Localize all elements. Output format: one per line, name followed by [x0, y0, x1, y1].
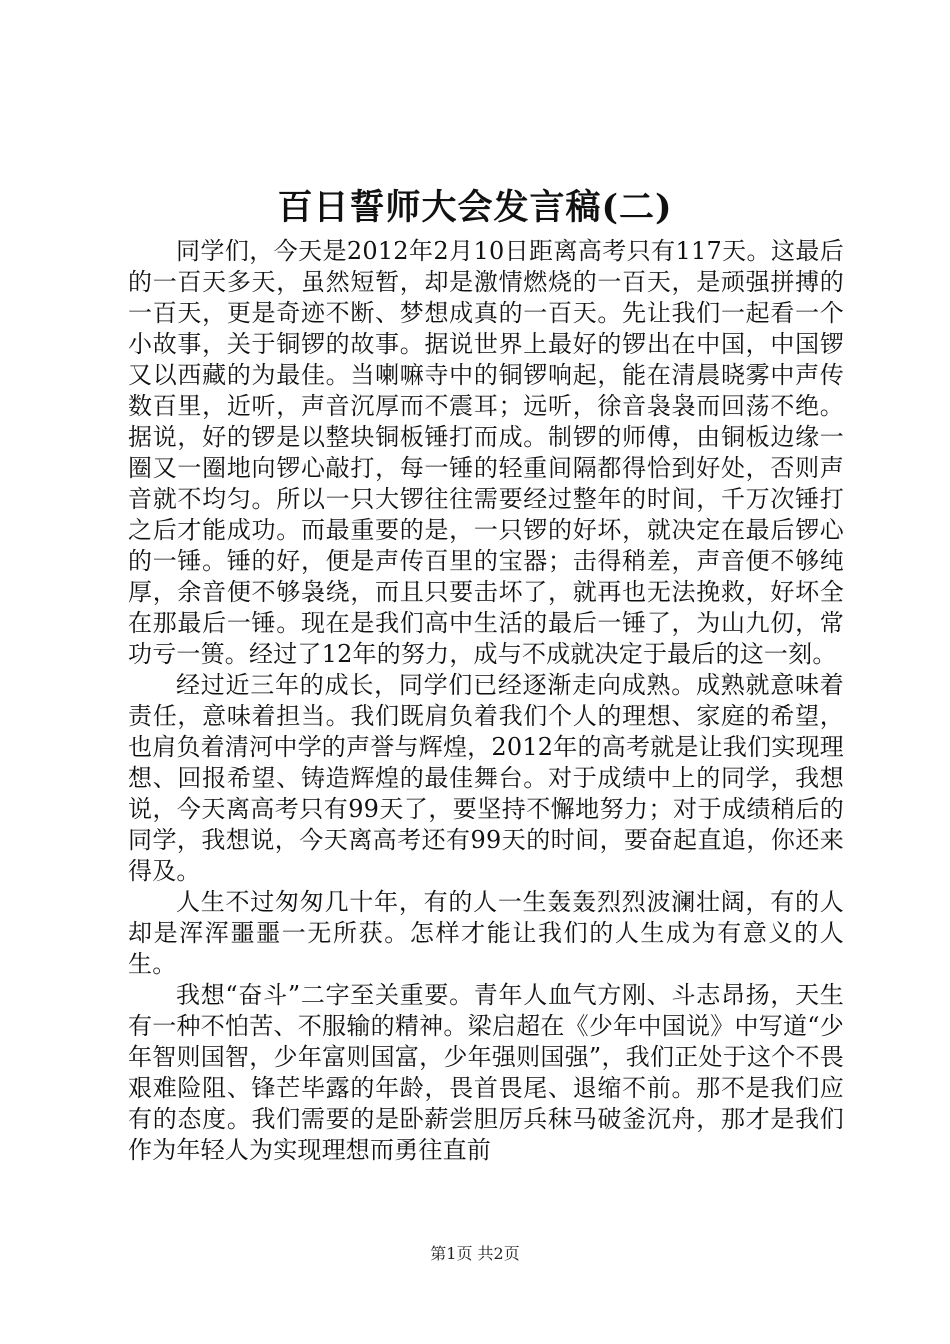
- document-title: 百日誓师大会发言稿(二): [277, 187, 673, 228]
- document-body: [128, 236, 844, 1166]
- paragraph-3: 人生不过匆匆几十年，有的人一生轰轰烈烈波澜壮阔，有的人却是浑浑噩噩一无所获。怎样才能让我们的人生成为有意义的人生。: [128, 888, 844, 978]
- paragraph-2: 经过近三年的成长，同学们已经逐渐走向成熟。成熟就意味着责任，意味着担当。我们既肩负着我们个人的理想、家庭的希望，也肩负着清河中学的声誉与辉煌，2012年的高考就是让我们实现理想、回报希望、铸造辉煌的最佳舞台。对于成绩中上的同学，我想说，今天离高考只有99天了，要坚持不懈地努力；对于成绩稍后的同学，我想说，今天离高考还有99天的时间，要奋起直追，你还来得及。: [128, 671, 844, 885]
- paragraph-4: 我想“奋斗”二字至关重要。青年人血气方刚、斗志昂扬，天生有一种不怕苦、不服输的精神。梁启超在《少年中国说》中写道“少年智则国智，少年富则国富，少年强则国强”，我们正处于这个不畏艰难险阻、锋芒毕露的年龄，畏首畏尾、退缩不前。那不是我们应有的态度。我们需要的是卧薪尝胆厉兵秣马破釜沉舟，那才是我们作为年轻人为实现理想而勇往直前: [128, 981, 844, 1164]
- paragraph-1: 同学们，今天是2012年2月10日距离高考只有117天。这最后的一百天多天，虽然短暂，却是激情燃烧的一百天，是顽强拼搏的一百天，更是奇迹不断、梦想成真的一百天。先让我们一起看一个小故事，关于铜锣的故事。据说世界上最好的锣出在中国，中国锣又以西藏的为最佳。当喇嘛寺中的铜锣响起，能在清晨晓雾中声传数百里，近听，声音沉厚而不震耳；远听，徐音袅袅而回荡不绝。据说，好的锣是以整块铜板锤打而成。制锣的师傅，由铜板边缘一圈又一圈地向锣心敲打，每一锤的轻重间隔都得恰到好处，否则声音就不均匀。所以一只大锣往往需要经过整年的时间，千万次锤打之后才能成功。而最重要的是，一只锣的好坏，就决定在最后锣心的一锤。锤的好，便是声传百里的宝器；击得稍差，声音便不够纯厚，余音便不够袅绕，而且只要击坏了，就再也无法挽救，好坏全在那最后一锤。现在是我们高中生活的最后一锤了，为山九仞，常功亏一篑。经过了12年的努力，成与不成就决定于最后的这一刻。: [128, 237, 844, 668]
- page-number-footer: 第1页 共2页: [430, 1244, 520, 1263]
